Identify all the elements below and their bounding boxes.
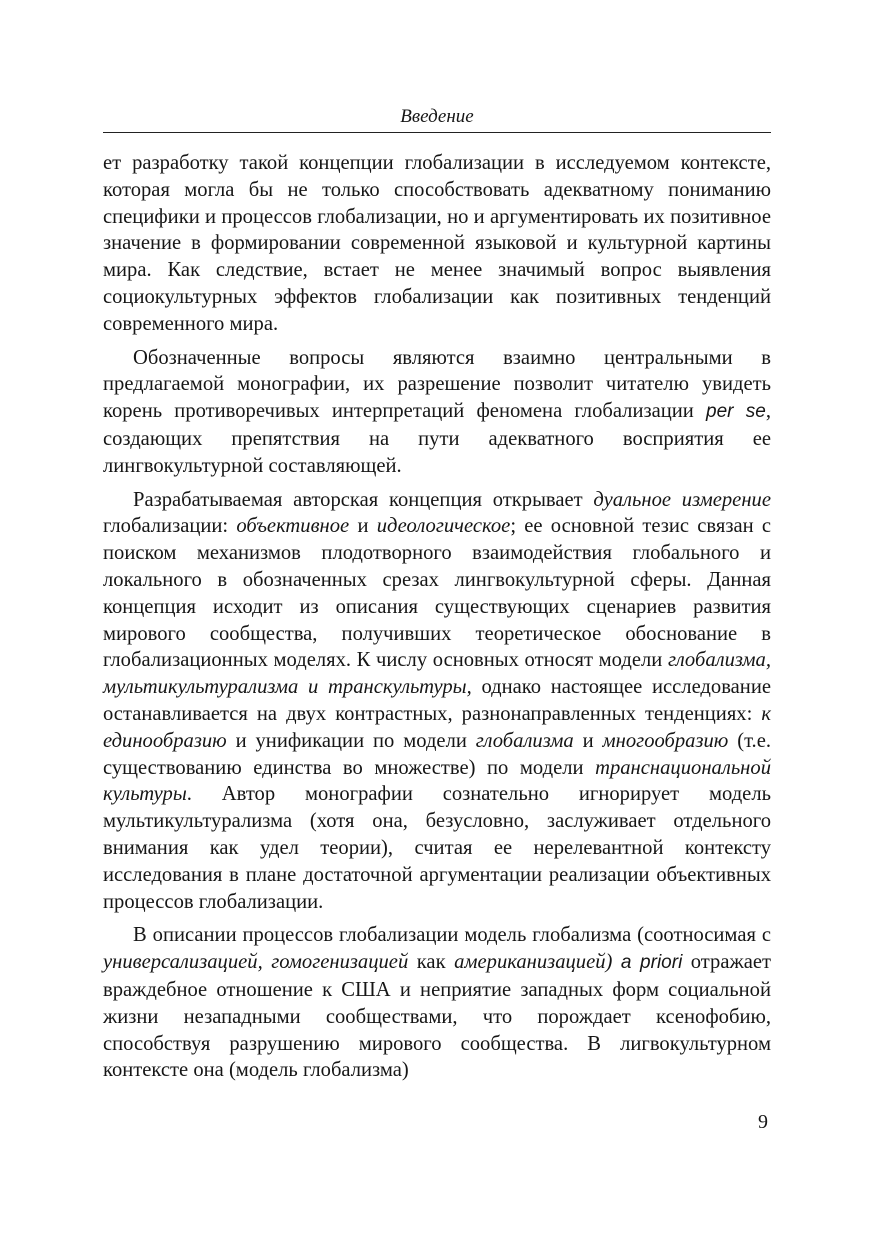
page-body [103,150,771,1091]
paragraph-4: В описании процессов глобализации модель глобализма (соотносимая с универсализацией, гомогенизацией как американизацией) a priori отражает враждебное отношение к США и неприятие западных форм социальной жизни незападными сообществами, что порождает ксенофобию, способствуя разрушению мирового сообщества. В лигвокультурном контексте она (модель глобализма) [103,924,772,1082]
paragraph-1: ет разработку такой концепции глобализации в исследуемом контексте, которая могла бы не только способствовать адекватному пониманию специфики и процессов глобализации, но и аргументировать их позитивное значение в формировании современной языковой и культурной картины мира. Как следствие, встает не менее значимый вопрос выявления социокультурных эффектов глобализации как позитивных тенденций современного мира. [103,152,771,335]
paragraph-3: Разрабатываемая авторская концепция открывает дуальное измерение глобализации: объективное и идеологическое; ее основной тезис связан с поиском механизмов плодотворного взаимодействия глобального и локального в обозначенных срезах лингвокультурной сферы. Данная концепция исходит из описания существующих сценариев развития мирового сообщества, получивших теоретическое обоснование в глобализационных моделях. К числу основных относят модели глобализма, мультикультурализма и транскультуры, однако настоящее исследование останавливается на двух контрастных, разнонаправленных тенденциях: к единообразию и унификации по модели глобализма и многообразию (т.е. существованию единства во множестве) по модели транснациональной культуры. Автор монографии сознательно игнорирует модель мультикультурализма (хотя она, безусловно, заслуживает отдельного внимания как удел теории), считая ее нерелевантной контексту исследования в плане достаточной аргументации реализации объективных процессов глобализации. [103,488,772,913]
page-number: 9 [758,1111,768,1133]
header-rule [103,132,771,133]
running-header: Введение [400,106,474,127]
paragraph-2: Обозначенные вопросы являются взаимно центральными в предлагаемой монографии, их разрешение позволит читателю увидеть корень противоречивых интерпретаций феномена глобализации per se, создающих препятствия на пути адекватного восприятия ее лингвокультурной составляющей. [103,346,772,477]
